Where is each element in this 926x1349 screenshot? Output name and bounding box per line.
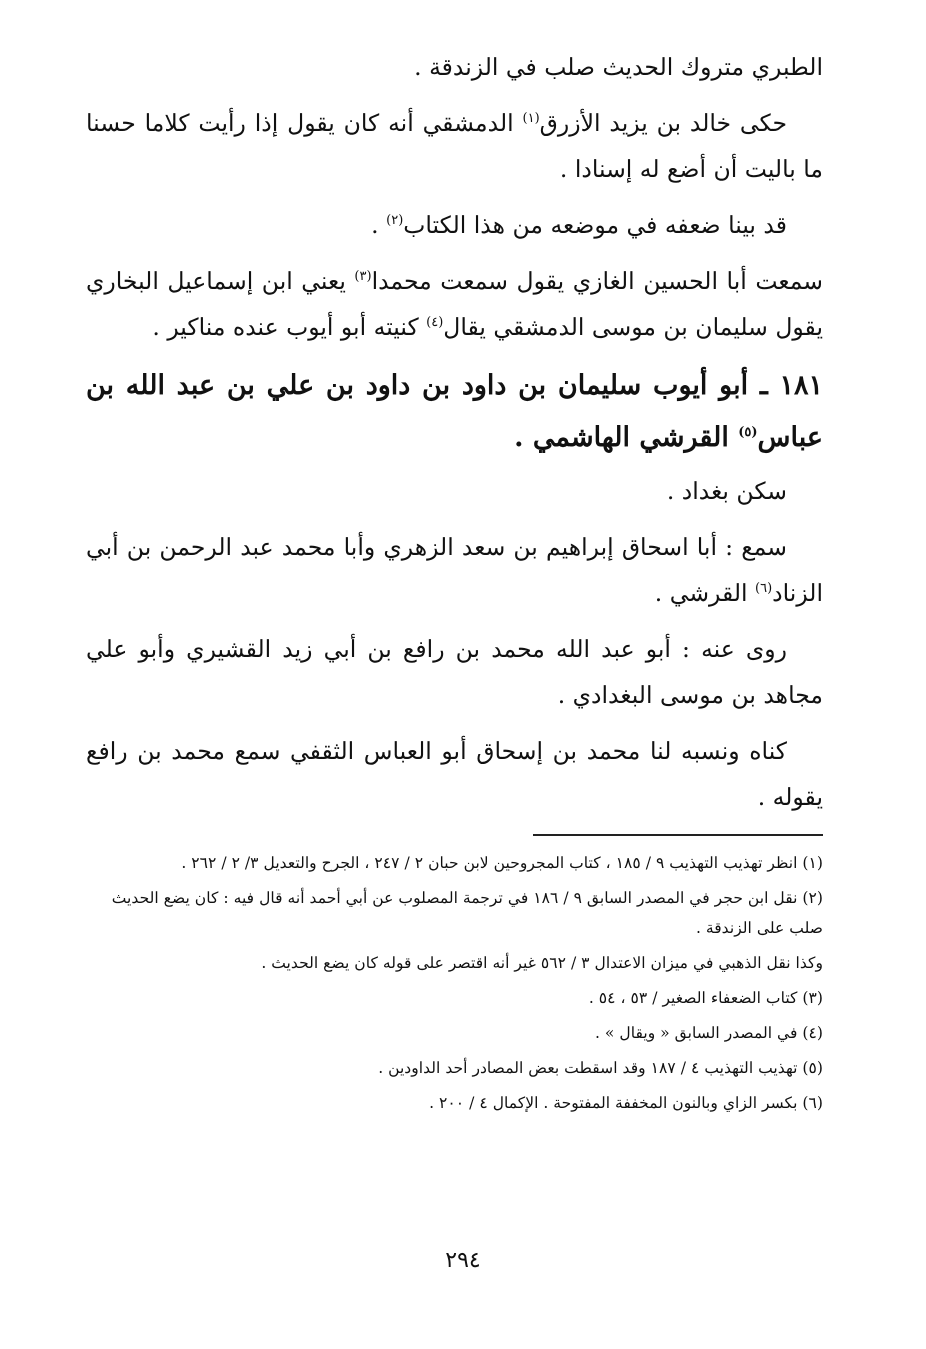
- footnote-1: (١) انظر تهذيب التهذيب ٩ / ١٨٥ ، كتاب المجروحين لابن حبان ٢ / ٢٤٧ ، الجرح والتعديل ٣/ ٢ / ٢٦٢ .: [181, 854, 823, 872]
- paragraph-1: الطبري متروك الحديث صلب في الزندقة .: [414, 53, 823, 81]
- footnote-2-continued: وكذا نقل الذهبي في ميزان الاعتدال ٣ / ٥٦٢ غير أنه اقتصر على قوله كان يضع الحديث .: [261, 954, 823, 972]
- footnote-ref-1[interactable]: (١): [522, 111, 540, 127]
- paragraph-8: كناه ونسبه لنا محمد بن إسحاق أبو العباس الثقفي سمع محمد بن رافع يقوله .: [86, 737, 823, 811]
- footnote-4: (٤) في المصدر السابق « ويقال » .: [594, 1024, 823, 1042]
- footnote-ref-6[interactable]: (٦): [755, 581, 773, 597]
- paragraph-4: سمعت أبا الحسين الغازي يقول سمعت محمدا$^{(٣)}$ يعني ابن إسماعيل البخاري يقول سليمان بن موسى الدمشقي يقال$^{(٤)}$ كنيته أبو أيوب عنده مناكير .: [86, 267, 824, 341]
- footnote-3: (٣) كتاب الضعفاء الصغير / ٥٣ ، ٥٤ .: [588, 989, 823, 1007]
- footnote-divider: [533, 834, 823, 836]
- page-number: ٢٩٤: [445, 1248, 481, 1273]
- footnote-ref-5[interactable]: (٥): [738, 425, 758, 440]
- footnote-5: (٥) تهذيب التهذيب ٤ / ١٨٧ وقد اسقطت بعض المصادر أحد الداودين .: [378, 1059, 823, 1077]
- footnote-ref-3[interactable]: (٣): [354, 269, 372, 285]
- paragraph-5: سكن بغداد .: [666, 477, 787, 505]
- main-text: [86, 44, 823, 820]
- footnote-ref-4[interactable]: (٤): [426, 315, 444, 331]
- paragraph-3: قد بينا ضعفه في موضعه من هذا الكتاب$^{(٢)}$ .: [371, 211, 787, 239]
- footnote-2: (٢) نقل ابن حجر في المصدر السابق ٩ / ١٨٦ في ترجمة المصلوب عن أبي أحمد أنه قال فيه : كان يضع الحديث صلب على الزندقة .: [111, 889, 823, 937]
- footnotes-section: [86, 848, 823, 1118]
- paragraph-6: سمع : أبا اسحاق إبراهيم بن سعد الزهري وأبا محمد عبد الرحمن بن أبي الزناد$^{(٦)}$ القرشي .: [86, 533, 823, 607]
- paragraph-7: روى عنه : أبو عبد الله محمد بن رافع بن أبي زيد القشيري وأبو علي مجاهد بن موسى البغدادي .: [86, 635, 823, 709]
- footnote-6: (٦) بكسر الزاي وبالنون المخففة المفتوحة . الإكمال ٤ / ٢٠٠ .: [429, 1094, 823, 1112]
- paragraph-2: حكى خالد بن يزيد الأزرق$^{(١)}$ الدمشقي أنه كان يقول إذا رأيت كلاما حسنا ما باليت أن أضع له إسنادا .: [86, 109, 823, 183]
- entry-heading: ١٨١ ـ أبو أيوب سليمان بن داود بن داود بن علي بن عبد الله بن عباس$^{(٥)}$ القرشي الهاشمي .: [86, 370, 823, 453]
- footnote-ref-2[interactable]: (٢): [386, 213, 404, 229]
